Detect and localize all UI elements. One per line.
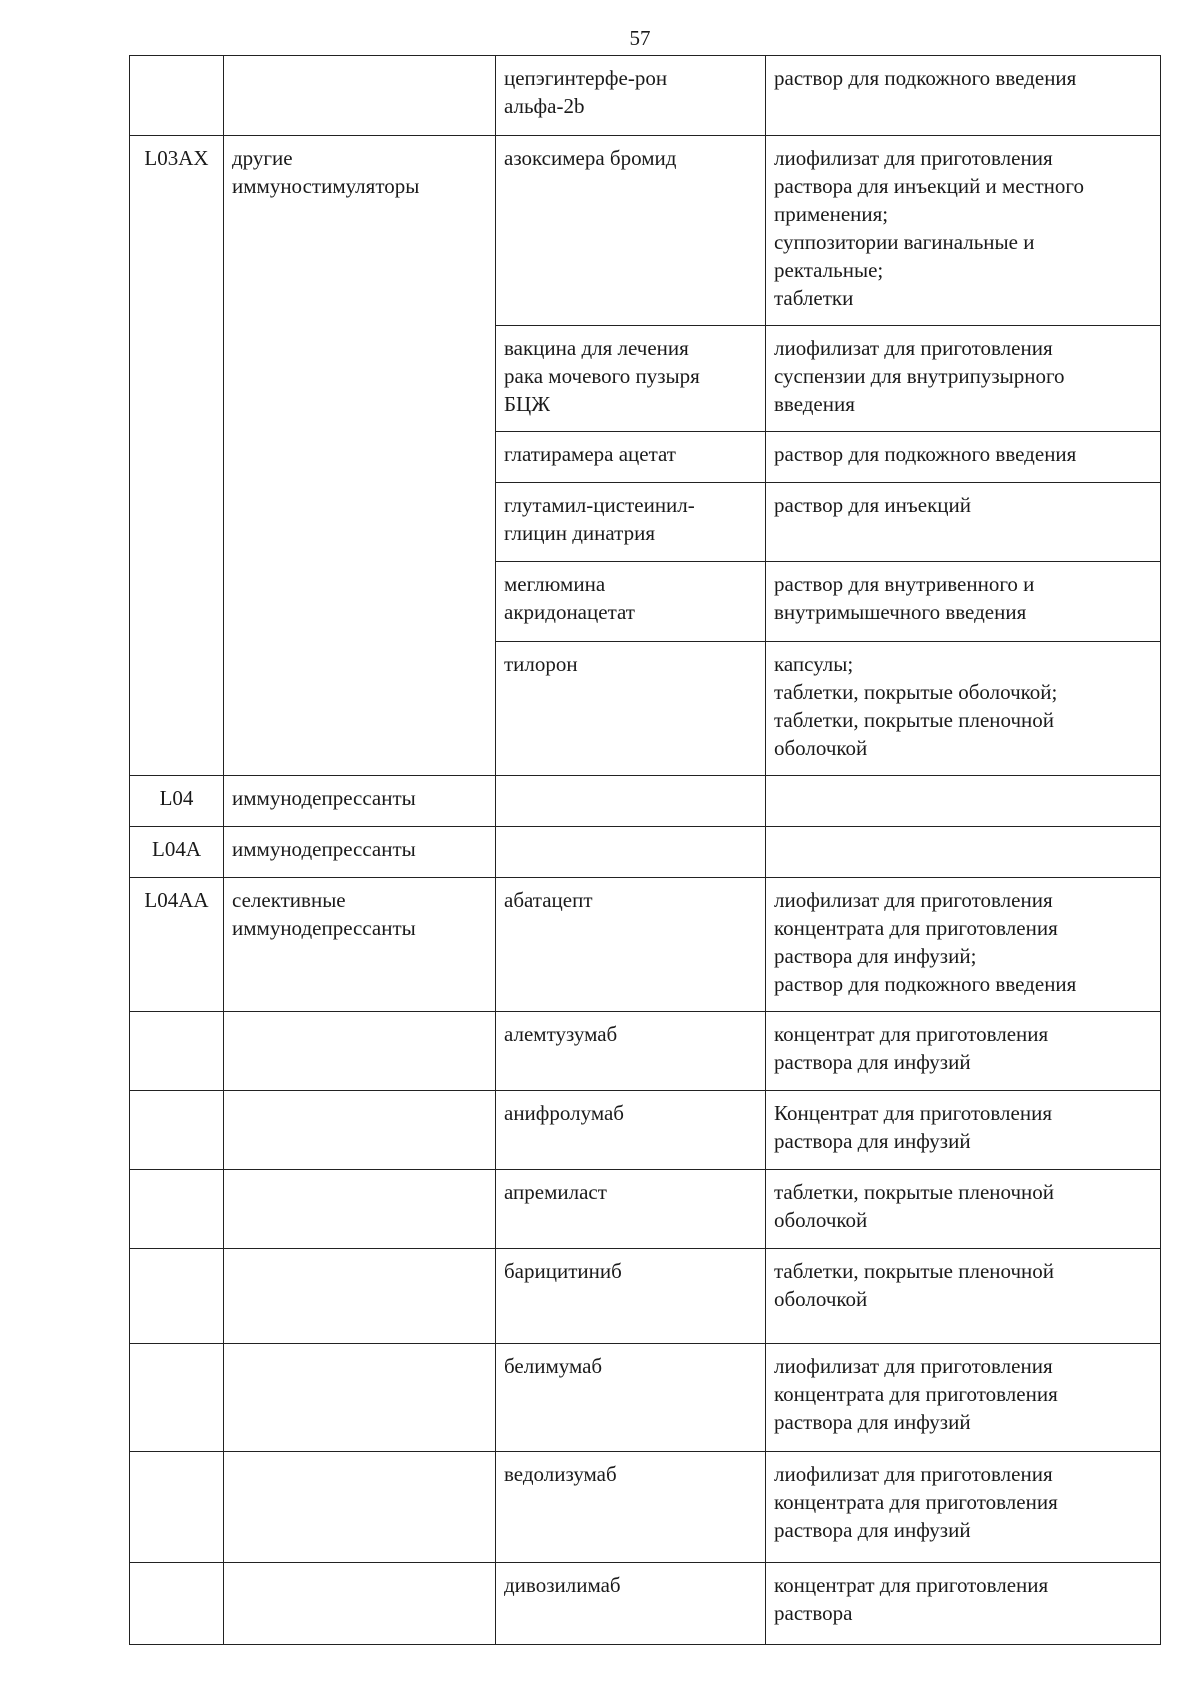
table-row [130,1249,1161,1344]
drug-name-cell [496,827,766,878]
drug-name-cell [496,56,766,136]
table-row [130,56,1161,136]
dosage-form-line: лиофилизат для приготовления [774,888,1053,912]
dosage-form-line: таблетки, покрытые пленочной [774,1180,1055,1204]
dosage-form-line: лиофилизат для приготовления [774,146,1053,170]
group-cell [224,1452,496,1563]
atc-code-cell [130,1012,224,1091]
drug-name-cell [496,136,766,326]
table-row [130,827,1161,878]
table-row [130,1012,1161,1091]
drug-name-cell [496,432,766,483]
dosage-form-line: концентрата для приготовления [774,1490,1058,1514]
dosage-form-cell [766,326,1161,432]
drug-name-cell [496,642,766,776]
dosage-form-line: раствора для инъекций и местного [774,174,1085,198]
dosage-form-cell [766,878,1161,1012]
drug-name-cell [496,1091,766,1170]
atc-code-cell [130,56,224,136]
dosage-form-line: раствора для инфузий [774,1410,971,1434]
table-row [130,776,1161,827]
dosage-form-cell [766,1249,1161,1344]
drug-name-line: барицитиниб [504,1259,622,1283]
drug-name-line: цепэгинтерфе-рон [504,66,668,90]
dosage-form-line: таблетки, покрытые пленочной [774,1259,1055,1283]
drug-name-line: рака мочевого пузыря [504,364,700,388]
drug-name-cell [496,326,766,432]
dosage-form-cell [766,1452,1161,1563]
dosage-form-cell [766,432,1161,483]
atc-code-cell [130,1563,224,1645]
drug-name-cell [496,1452,766,1563]
dosage-form-line: таблетки, покрытые оболочкой; [774,680,1058,704]
atc-code-cell: L04 [130,776,224,827]
dosage-form-line: суппозитории вагинальные и [774,230,1035,254]
dosage-form-line: капсулы; [774,652,854,676]
atc-code-cell [130,1452,224,1563]
dosage-form-line: лиофилизат для приготовления [774,336,1053,360]
dosage-form-line: применения; [774,202,889,226]
dosage-form-cell [766,483,1161,562]
drug-name-line: глатирамера ацетат [504,442,676,466]
dosage-form-line: раствор для подкожного введения [774,442,1077,466]
atc-code-cell [130,1249,224,1344]
group-line: иммунодепрессанты [232,786,416,810]
drug-name-cell [496,1012,766,1091]
drug-name-line: апремиласт [504,1180,607,1204]
dosage-form-line: лиофилизат для приготовления [774,1462,1053,1486]
drug-name-cell [496,1170,766,1249]
dosage-form-cell [766,642,1161,776]
drug-name-line: азоксимера бромид [504,146,677,170]
drug-name-line: меглюмина [504,572,606,596]
dosage-form-line: концентрата для приготовления [774,916,1058,940]
group-cell [224,1012,496,1091]
dosage-form-cell [766,1563,1161,1645]
group-line: иммуностимуляторы [232,174,420,198]
table-row [130,1170,1161,1249]
dosage-form-line: оболочкой [774,1208,868,1232]
dosage-form-line: лиофилизат для приготовления [774,1354,1053,1378]
drug-name-cell [496,776,766,827]
drug-name-line: ведолизумаб [504,1462,617,1486]
table-row [130,136,1161,326]
drug-name-line: глутамил-цистеинил- [504,493,695,517]
dosage-form-line: оболочкой [774,736,868,760]
dosage-form-cell [766,1012,1161,1091]
drug-name-cell [496,483,766,562]
atc-code-cell [130,1091,224,1170]
drug-name-cell [496,1563,766,1645]
group-cell [224,776,496,827]
dosage-form-line: концентрат для приготовления [774,1022,1049,1046]
drug-name-line: акридонацетат [504,600,635,624]
group-cell [224,878,496,1012]
dosage-form-line: Концентрат для приготовления [774,1101,1052,1125]
group-cell [224,1170,496,1249]
dosage-form-line: концентрат для приготовления [774,1573,1049,1597]
atc-code-cell: L03AX [130,136,224,776]
table-row [130,878,1161,1012]
drug-name-cell [496,1344,766,1452]
group-cell [224,827,496,878]
table-row [130,1091,1161,1170]
drug-name-line: глицин динатрия [504,521,655,545]
dosage-form-cell [766,562,1161,642]
dosage-form-line: оболочкой [774,1287,868,1311]
dosage-form-line: таблетки, покрытые пленочной [774,708,1055,732]
dosage-form-cell [766,1170,1161,1249]
table-row [130,1563,1161,1645]
table-row [130,1344,1161,1452]
dosage-form-line: раствор для инъекций [774,493,971,517]
dosage-form-line: введения [774,392,855,416]
dosage-form-line: таблетки [774,286,854,310]
group-cell [224,1563,496,1645]
drug-name-line: БЦЖ [504,392,551,416]
dosage-form-line: раствора для инфузий [774,1518,971,1542]
atc-code-cell: L04AA [130,878,224,1012]
dosage-form-line: раствора для инфузий; [774,944,977,968]
group-line: селективные [232,888,346,912]
drug-name-line: анифролумаб [504,1101,624,1125]
group-cell [224,1091,496,1170]
dosage-form-line: раствор для подкожного введения [774,66,1077,90]
group-line: иммунодепрессанты [232,916,416,940]
dosage-form-line: раствор для подкожного введения [774,972,1077,996]
drug-name-cell [496,878,766,1012]
drug-name-cell [496,562,766,642]
dosage-form-line: ректальные; [774,258,884,282]
dosage-form-line: концентрата для приготовления [774,1382,1058,1406]
group-cell [224,56,496,136]
group-cell [224,1344,496,1452]
dosage-form-cell [766,827,1161,878]
table-row [130,1452,1161,1563]
drug-name-line: тилорон [504,652,578,676]
drug-name-line: дивозилимаб [504,1573,621,1597]
page-number: 57 [629,26,651,50]
group-cell [224,1249,496,1344]
drug-name-line: вакцина для лечения [504,336,689,360]
dosage-form-line: внутримышечного введения [774,600,1027,624]
dosage-form-line: раствор для внутривенного и [774,572,1035,596]
drug-name-line: абатацепт [504,888,593,912]
group-line: иммунодепрессанты [232,837,416,861]
group-line: другие [232,146,293,170]
atc-code-cell: L04A [130,827,224,878]
dosage-form-line: раствора для инфузий [774,1050,971,1074]
group-cell [224,136,496,776]
dosage-form-cell [766,1344,1161,1452]
drug-table [129,55,1161,1645]
atc-code-cell [130,1170,224,1249]
drug-name-line: алемтузумаб [504,1022,618,1046]
drug-name-line: белимумаб [504,1354,603,1378]
dosage-form-line: суспензии для внутрипузырного [774,364,1065,388]
dosage-form-cell [766,776,1161,827]
drug-name-cell [496,1249,766,1344]
dosage-form-cell [766,1091,1161,1170]
drug-name-line: альфа-2b [504,94,585,118]
atc-code-cell [130,1344,224,1452]
dosage-form-line: раствора для инфузий [774,1129,971,1153]
dosage-form-line: раствора [774,1601,853,1625]
dosage-form-cell [766,56,1161,136]
dosage-form-cell [766,136,1161,326]
